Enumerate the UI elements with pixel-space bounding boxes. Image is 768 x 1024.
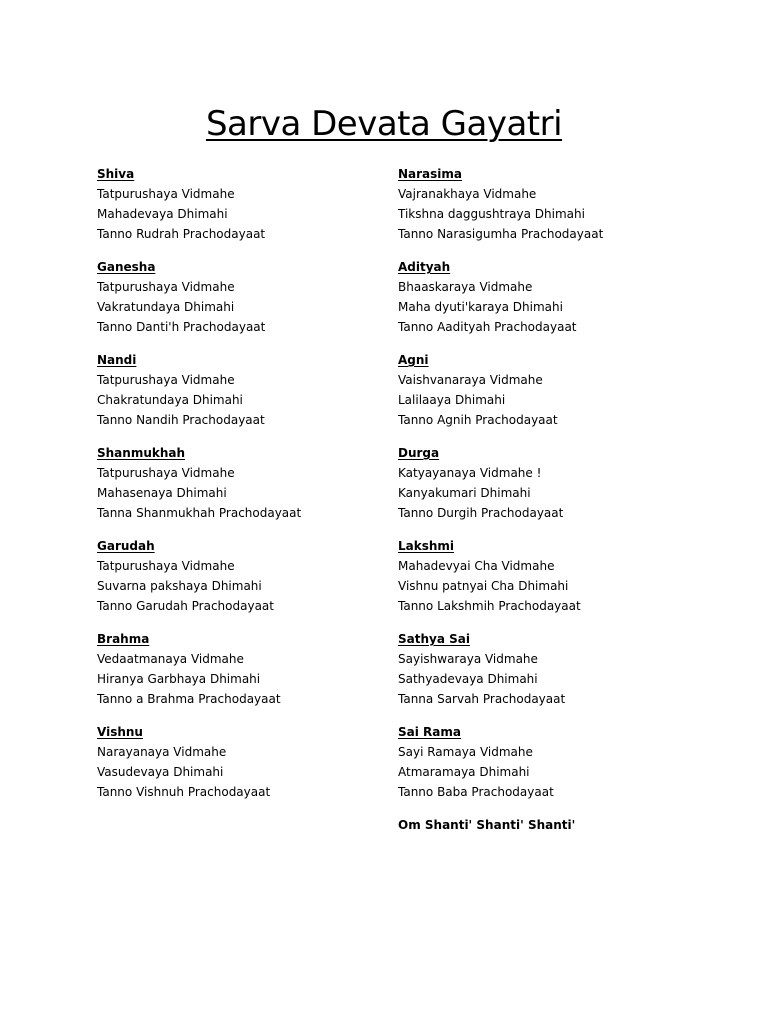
section-heading: Ganesha: [97, 260, 156, 274]
section-heading: Shiva: [97, 167, 135, 181]
section-heading: Vishnu: [97, 725, 143, 739]
section-vishnu: [97, 722, 387, 802]
verse-line: Tanno Durgih Prachodayaat: [398, 506, 564, 520]
verse-line: Tatpurushaya Vidmahe: [97, 466, 235, 480]
section-heading: Narasima: [398, 167, 463, 181]
left-column: [97, 164, 387, 815]
section-durga: [398, 443, 738, 523]
section-shiva: [97, 164, 387, 244]
verse-line: Sayishwaraya Vidmahe: [398, 652, 538, 666]
verse-line: Vakratundaya Dhimahi: [97, 300, 235, 314]
section-heading: Durga: [398, 446, 440, 460]
verse-line: Tanno Nandih Prachodayaat: [97, 413, 265, 427]
closing-line: Om Shanti' Shanti' Shanti': [398, 818, 576, 832]
section-sai-rama: [398, 722, 738, 802]
verse-line: Narayanaya Vidmahe: [97, 745, 227, 759]
section-lakshmi: [398, 536, 738, 616]
page-title: [0, 104, 768, 144]
section-nandi: [97, 350, 387, 430]
verse-line: Tanna Shanmukhah Prachodayaat: [97, 506, 302, 520]
verse-line: Tanno Vishnuh Prachodayaat: [97, 785, 271, 799]
verse-line: Kanyakumari Dhimahi: [398, 486, 531, 500]
verse-line: Tanno Baba Prachodayaat: [398, 785, 554, 799]
verse-line: Katyayanaya Vidmahe !: [398, 466, 542, 480]
verse-line: Tanno Aadityah Prachodayaat: [398, 320, 577, 334]
section-heading: Shanmukhah: [97, 446, 186, 460]
verse-line: Tanno Agnih Prachodayaat: [398, 413, 558, 427]
verse-line: Tanna Sarvah Prachodayaat: [398, 692, 566, 706]
verse-line: Bhaaskaraya Vidmahe: [398, 280, 533, 294]
verse-line: Suvarna pakshaya Dhimahi: [97, 579, 262, 593]
page-title-text: Sarva Devata Gayatri: [205, 104, 563, 144]
verse-line: Tatpurushaya Vidmahe: [97, 559, 235, 573]
right-column: [398, 164, 738, 835]
verse-line: Tatpurushaya Vidmahe: [97, 373, 235, 387]
section-heading: Brahma: [97, 632, 150, 646]
verse-line: Tanno Garudah Prachodayaat: [97, 599, 274, 613]
verse-line: Tanno Rudrah Prachodayaat: [97, 227, 266, 241]
section-heading: Garudah: [97, 539, 155, 553]
section-heading: Lakshmi: [398, 539, 455, 553]
verse-line: Tatpurushaya Vidmahe: [97, 280, 235, 294]
verse-line: Tanno a Brahma Prachodayaat: [97, 692, 281, 706]
section-ganesha: [97, 257, 387, 337]
verse-line: Tanno Narasigumha Prachodayaat: [398, 227, 604, 241]
section-heading: Adityah: [398, 260, 451, 274]
section-heading: Sai Rama: [398, 725, 461, 739]
section-heading: Agni: [398, 353, 429, 367]
verse-line: Vishnu patnyai Cha Dhimahi: [398, 579, 569, 593]
section-heading: Nandi: [97, 353, 137, 367]
verse-line: Chakratundaya Dhimahi: [97, 393, 243, 407]
verse-line: Tanno Lakshmih Prachodayaat: [398, 599, 581, 613]
section-garudah: [97, 536, 387, 616]
verse-line: Tikshna daggushtraya Dhimahi: [398, 207, 585, 221]
section-brahma: [97, 629, 387, 709]
verse-line: Mahadevaya Dhimahi: [97, 207, 228, 221]
section-narasima: [398, 164, 738, 244]
verse-line: Maha dyuti'karaya Dhimahi: [398, 300, 563, 314]
verse-line: Sayi Ramaya Vidmahe: [398, 745, 533, 759]
verse-line: Vedaatmanaya Vidmahe: [97, 652, 244, 666]
verse-line: Tatpurushaya Vidmahe: [97, 187, 235, 201]
verse-line: Atmaramaya Dhimahi: [398, 765, 530, 779]
verse-line: Sathyadevaya Dhimahi: [398, 672, 538, 686]
verse-line: Vasudevaya Dhimahi: [97, 765, 224, 779]
verse-line: Mahadevyai Cha Vidmahe: [398, 559, 555, 573]
section-adityah: [398, 257, 738, 337]
verse-line: Hiranya Garbhaya Dhimahi: [97, 672, 261, 686]
verse-line: Tanno Danti'h Prachodayaat: [97, 320, 266, 334]
verse-line: Vaishvanaraya Vidmahe: [398, 373, 543, 387]
section-agni: [398, 350, 738, 430]
verse-line: Vajranakhaya Vidmahe: [398, 187, 537, 201]
section-shanmukhah: [97, 443, 387, 523]
section-heading: Sathya Sai: [398, 632, 470, 646]
section-sathya-sai: [398, 629, 738, 709]
verse-line: Mahasenaya Dhimahi: [97, 486, 227, 500]
verse-line: Lalilaaya Dhimahi: [398, 393, 506, 407]
